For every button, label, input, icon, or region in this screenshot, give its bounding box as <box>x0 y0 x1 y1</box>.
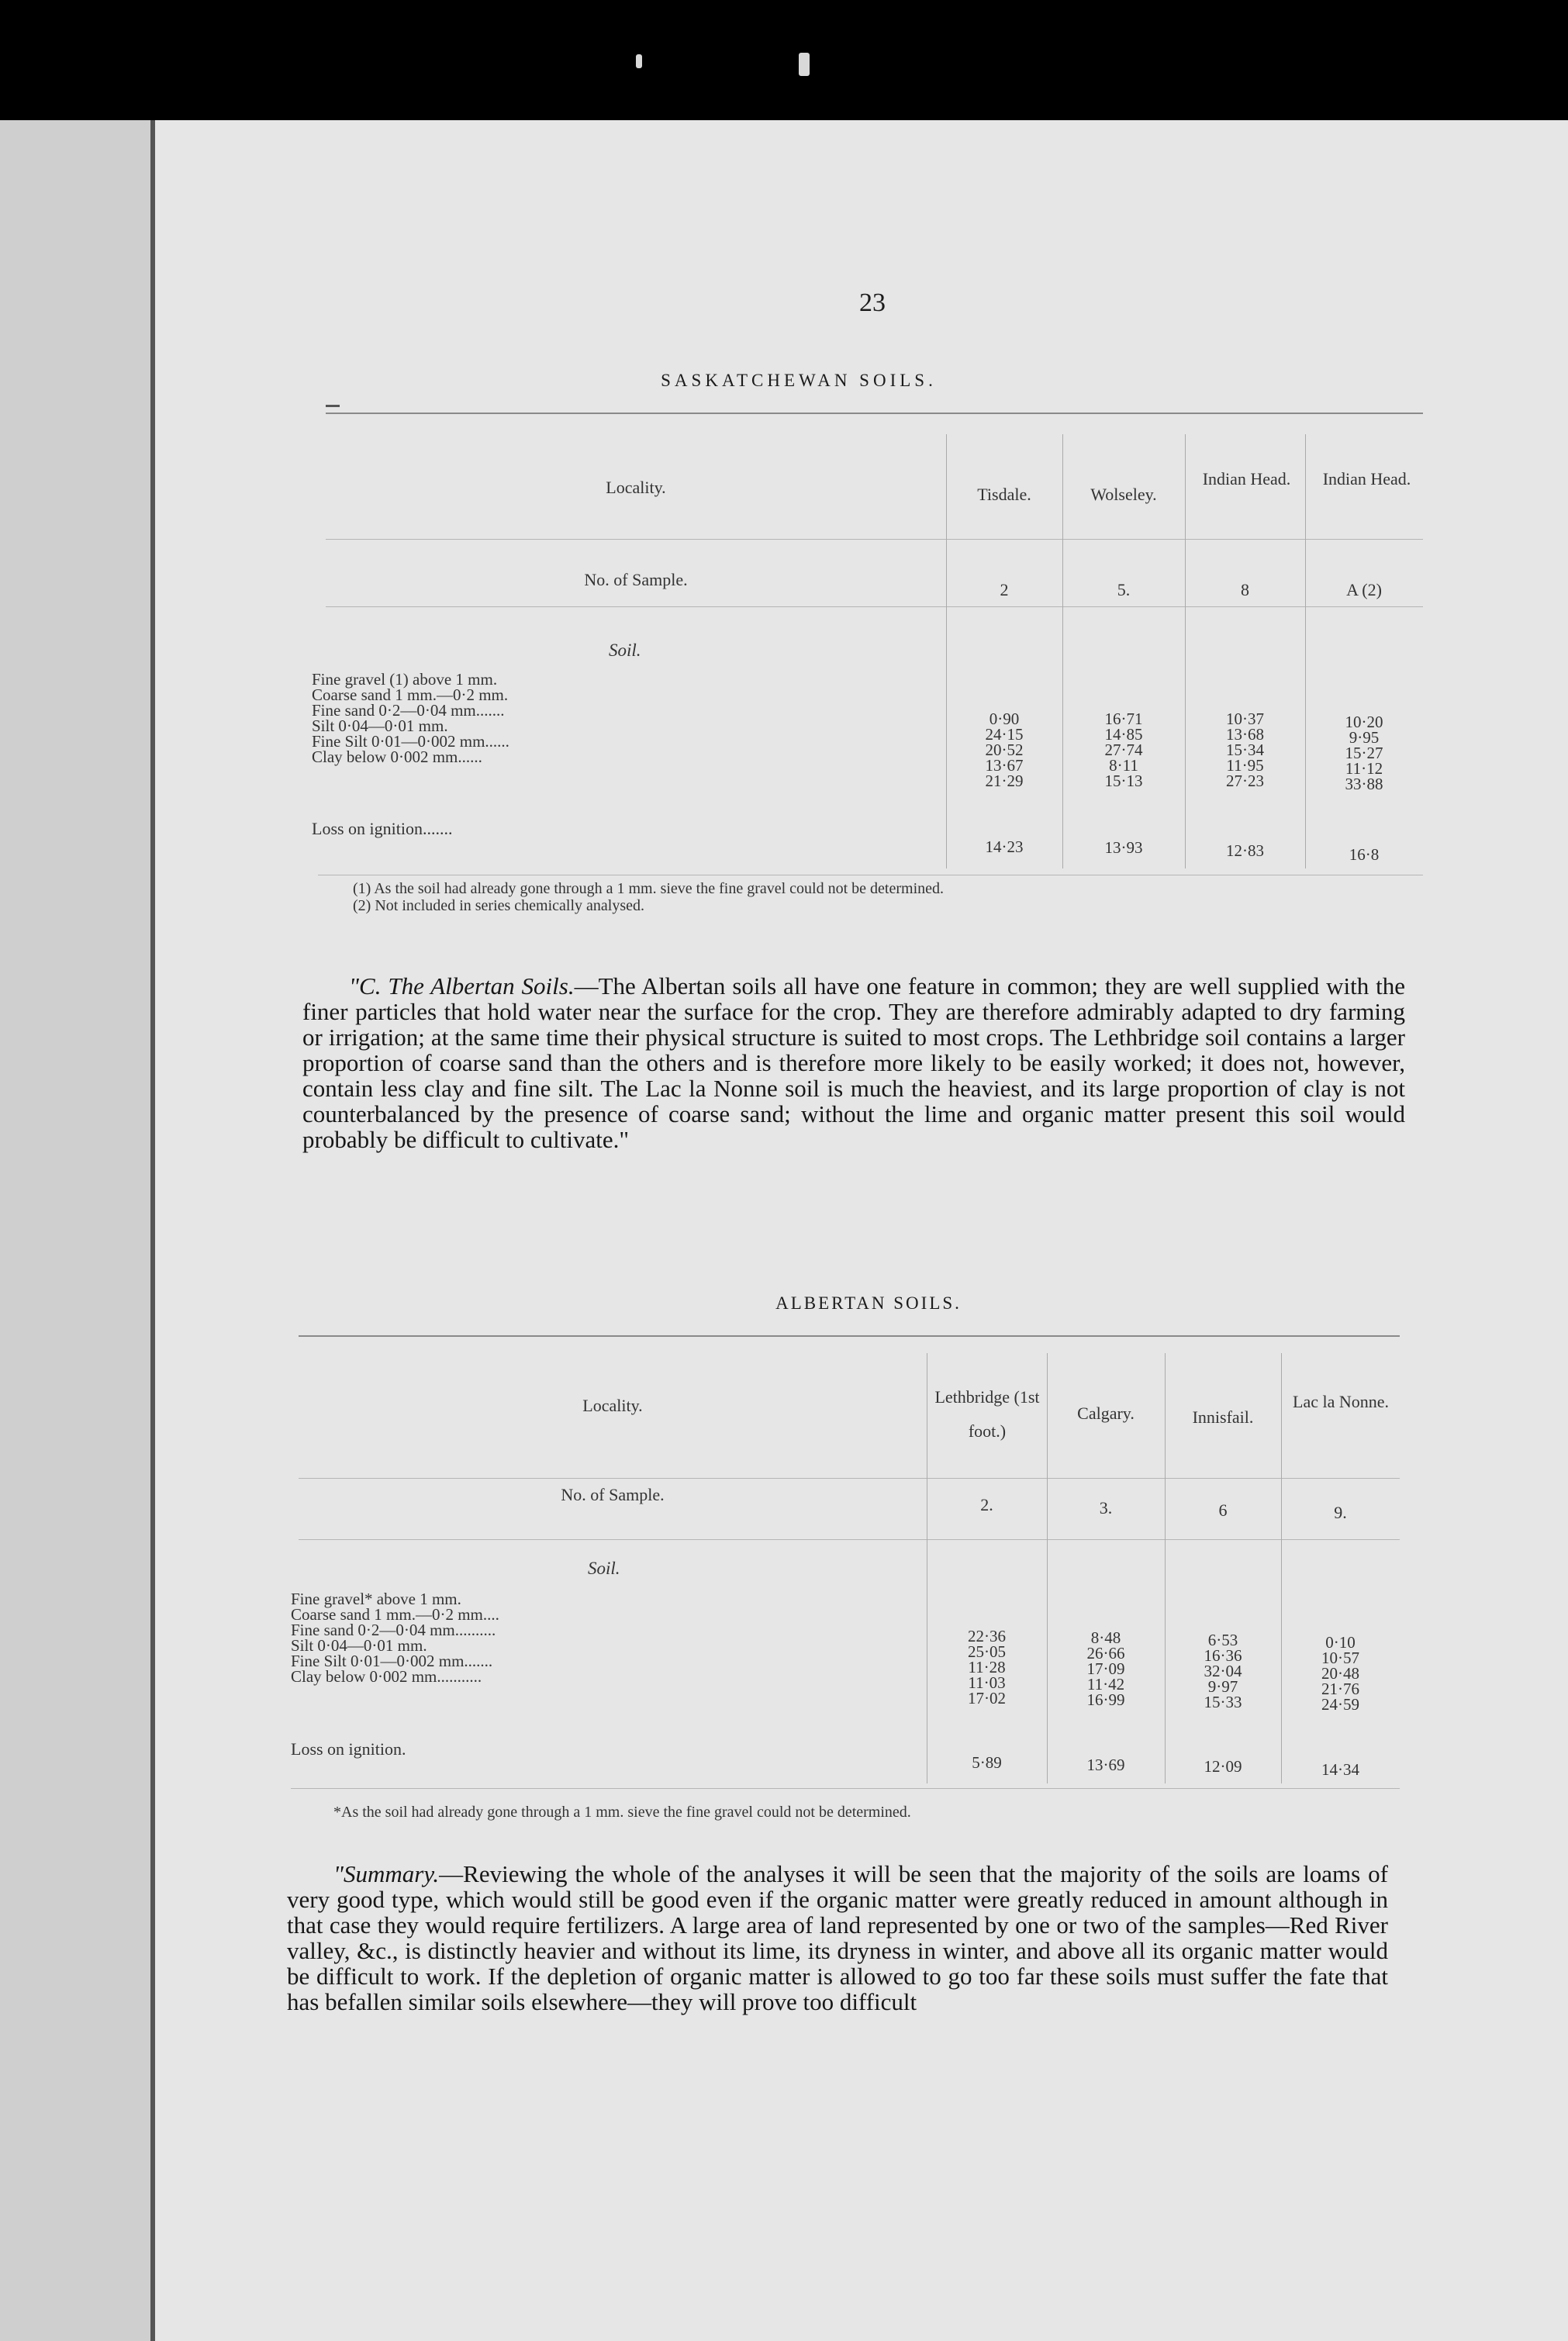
cell-value: 16·71 <box>1104 710 1143 728</box>
sask-column-indian-head <box>1185 711 1305 789</box>
alberta-col-divider <box>1281 1353 1282 1783</box>
row-label: Fine gravel (1) above 1 mm. <box>312 670 498 689</box>
cell-value: 10·20 <box>1345 713 1383 731</box>
alberta-table-top-rule <box>299 1335 1400 1337</box>
cell-value: 0·90 <box>989 710 1020 728</box>
sask-locality-indian-head: Indian Head. <box>1202 469 1291 489</box>
alberta-locality-label: Locality. <box>582 1396 643 1415</box>
scan-speck <box>799 53 810 76</box>
cell-value: 33·88 <box>1345 775 1383 793</box>
cell-value: 15·13 <box>1104 772 1143 790</box>
cell-value: 16·99 <box>1086 1690 1125 1709</box>
cell-value: 10·57 <box>1321 1649 1359 1667</box>
cell-value: 11·12 <box>1345 759 1383 778</box>
sask-col-divider <box>1185 434 1186 868</box>
sask-locality-tisdale: Tisdale. <box>977 485 1031 504</box>
sask-column-wolseley <box>1062 711 1185 789</box>
cell-value: 22·36 <box>968 1627 1006 1645</box>
sask-sample-label: No. of Sample. <box>584 570 688 589</box>
alberta-loss-value: 14·34 <box>1321 1760 1359 1779</box>
alberta-locality-innisfail: Innisfail. <box>1192 1407 1254 1427</box>
sask-header-rule <box>326 539 1423 540</box>
cell-value: 21·76 <box>1321 1680 1359 1698</box>
alberta-column-lac-la-nonne <box>1281 1635 1400 1712</box>
row-label: Coarse sand 1 mm.—0·2 mm.... <box>291 1605 499 1624</box>
cell-value: 9·97 <box>1207 1677 1238 1696</box>
sask-sample-value: 8 <box>1241 580 1249 599</box>
row-label: Fine sand 0·2—0·04 mm....... <box>312 701 505 720</box>
sask-loss-value: 14·23 <box>985 837 1024 856</box>
alberta-footnote: *As the soil had already gone through a 1 mm. sieve the fine gravel could not be determined. <box>333 1804 911 1821</box>
cell-value: 8·11 <box>1109 756 1138 775</box>
cell-value: 20·48 <box>1321 1664 1359 1683</box>
row-label: Fine Silt 0·01—0·002 mm...... <box>312 732 509 751</box>
sask-loss-value: 12·83 <box>1226 841 1264 860</box>
alberta-locality-lethbridge: Lethbridge (1st foot.) <box>934 1387 1040 1441</box>
cell-value: 6·53 <box>1207 1631 1238 1649</box>
cell-value: 32·04 <box>1204 1662 1242 1680</box>
alberta-loss-value: 12·09 <box>1204 1757 1242 1776</box>
sask-locality-indian-head-2: Indian Head. <box>1322 469 1411 489</box>
alberta-sample-label: No. of Sample. <box>561 1485 665 1504</box>
alberta-sample-value: 6 <box>1218 1500 1228 1520</box>
cell-value: 24·59 <box>1321 1695 1359 1714</box>
cell-value: 27·74 <box>1104 741 1143 759</box>
cell-value: 11·95 <box>1226 756 1264 775</box>
row-label: Clay below 0·002 mm...... <box>312 748 482 766</box>
cell-value: 24·15 <box>985 725 1024 744</box>
sask-row-labels <box>312 672 940 765</box>
cell-value: 14·85 <box>1104 725 1143 744</box>
facing-page-edge <box>0 120 155 2341</box>
cell-value: 25·05 <box>968 1642 1006 1661</box>
sask-table-title: SASKATCHEWAN SOILS. <box>661 371 937 390</box>
sask-soil-label: Soil. <box>609 640 641 660</box>
cell-value: 11·03 <box>968 1673 1006 1692</box>
cell-value: 17·02 <box>968 1689 1006 1707</box>
cell-value: 27·23 <box>1226 772 1264 790</box>
alberta-locality-lac-la-nonne: Lac la Nonne. <box>1293 1392 1389 1411</box>
sask-column-tisdale <box>946 711 1062 789</box>
cell-value: 13·68 <box>1226 725 1264 744</box>
sask-col-divider <box>1305 434 1306 868</box>
alberta-column-lethbridge <box>927 1628 1047 1706</box>
sask-column-indian-head-2 <box>1305 714 1423 792</box>
cell-value: 11·42 <box>1086 1675 1125 1694</box>
alberta-soil-label: Soil. <box>588 1559 620 1578</box>
cell-value: 0·10 <box>1325 1633 1356 1652</box>
alberta-sample-value: 9. <box>1334 1503 1347 1522</box>
cell-value: 21·29 <box>985 772 1024 790</box>
row-label: Fine sand 0·2—0·04 mm.......... <box>291 1621 496 1639</box>
paragraph-lead: "Summary. <box>333 1860 440 1887</box>
alberta-table-title: ALBERTAN SOILS. <box>775 1293 962 1313</box>
cell-value: 15·33 <box>1204 1693 1242 1711</box>
sask-loss-value: 16·8 <box>1349 845 1380 864</box>
albertan-soils-paragraph <box>302 973 1405 1152</box>
page-number: 23 <box>859 288 886 317</box>
sask-footnotes <box>353 880 944 914</box>
paragraph-lead: "C. The Albertan Soils. <box>349 972 575 1000</box>
cell-value: 11·28 <box>968 1658 1006 1676</box>
paragraph-text: —The Albertan soils all have one feature in common; they are well supplied with the finer particles that hold water near the surface for the crop. They are therefore admirably adapted to dry farming or irrigation; at the same time their physical structure is suited to most crops. The Lethbridge soil contains a larger proportion of coarse sand than the others and is therefore more likely to be easily worked; it does not, however, contain less clay and fine silt. The Lac la Nonne soil is much the heaviest, and its large proportion of clay is not counterbalanced by the presence of coarse sand; without the lime and organic matter present this soil would probably be difficult to cultivate." <box>302 972 1405 1153</box>
alberta-column-innisfail <box>1165 1632 1281 1710</box>
summary-paragraph <box>287 1861 1388 2015</box>
sask-locality-label: Locality. <box>606 478 666 497</box>
cell-value: 9·95 <box>1349 728 1380 747</box>
alberta-row-labels <box>291 1591 923 1684</box>
footnote: (2) Not included in series chemically analysed. <box>353 897 644 914</box>
row-label: Silt 0·04—0·01 mm. <box>312 716 448 735</box>
sask-table-tick <box>326 405 340 407</box>
alberta-loss-value: 5·89 <box>972 1753 1002 1772</box>
row-label: Fine Silt 0·01—0·002 mm....... <box>291 1652 493 1670</box>
cell-value: 15·27 <box>1345 744 1383 762</box>
paragraph-text: —Reviewing the whole of the analyses it will be seen that the majority of the soils are loams of very good type, which would still be good even if the organic matter were greatly reduced in amount although in that case they would require fertilizers. A large area of land represented by one or two of the samples—Red River valley, &c., is distinctly heavier and without its lime, its dryness in winter, and above all its organic matter would be difficult to work. If the depletion of organic matter is allowed to go too far these soils must suffer the fate that has befallen similar soils elsewhere—they will prove too difficult <box>287 1860 1388 2015</box>
sask-sample-value: 5. <box>1117 580 1131 599</box>
row-label: Fine gravel* above 1 mm. <box>291 1590 461 1608</box>
alberta-bottom-rule <box>291 1788 1400 1789</box>
sask-table-top-rule <box>326 413 1423 414</box>
sask-locality-wolseley: Wolseley. <box>1090 485 1157 504</box>
alberta-loss-label: Loss on ignition. <box>291 1739 406 1759</box>
alberta-locality-calgary: Calgary. <box>1077 1404 1135 1423</box>
cell-value: 8·48 <box>1090 1628 1121 1647</box>
cell-value: 26·66 <box>1086 1644 1125 1663</box>
footnote: (1) As the soil had already gone through a 1 mm. sieve the fine gravel could not be determined. <box>353 880 945 897</box>
row-label: Silt 0·04—0·01 mm. <box>291 1636 427 1655</box>
alberta-sample-value: 2. <box>980 1495 993 1514</box>
alberta-column-calgary <box>1047 1630 1165 1707</box>
row-label: Coarse sand 1 mm.—0·2 mm. <box>312 685 509 704</box>
cell-value: 15·34 <box>1226 741 1264 759</box>
alberta-sample-value: 3. <box>1099 1498 1113 1518</box>
row-label: Clay below 0·002 mm........... <box>291 1667 482 1686</box>
cell-value: 16·36 <box>1204 1646 1242 1665</box>
cell-value: 13·67 <box>985 756 1024 775</box>
alberta-loss-value: 13·69 <box>1086 1756 1125 1774</box>
sask-loss-value: 13·93 <box>1104 838 1143 857</box>
sask-loss-label: Loss on ignition....... <box>312 819 453 838</box>
scan-speck <box>636 54 642 68</box>
cell-value: 17·09 <box>1086 1659 1125 1678</box>
cell-value: 10·37 <box>1226 710 1264 728</box>
alberta-sample-rule <box>299 1539 1400 1540</box>
cell-value: 20·52 <box>985 741 1024 759</box>
sask-sample-value: 2 <box>1000 580 1009 599</box>
sask-sample-value: A (2) <box>1346 580 1382 599</box>
